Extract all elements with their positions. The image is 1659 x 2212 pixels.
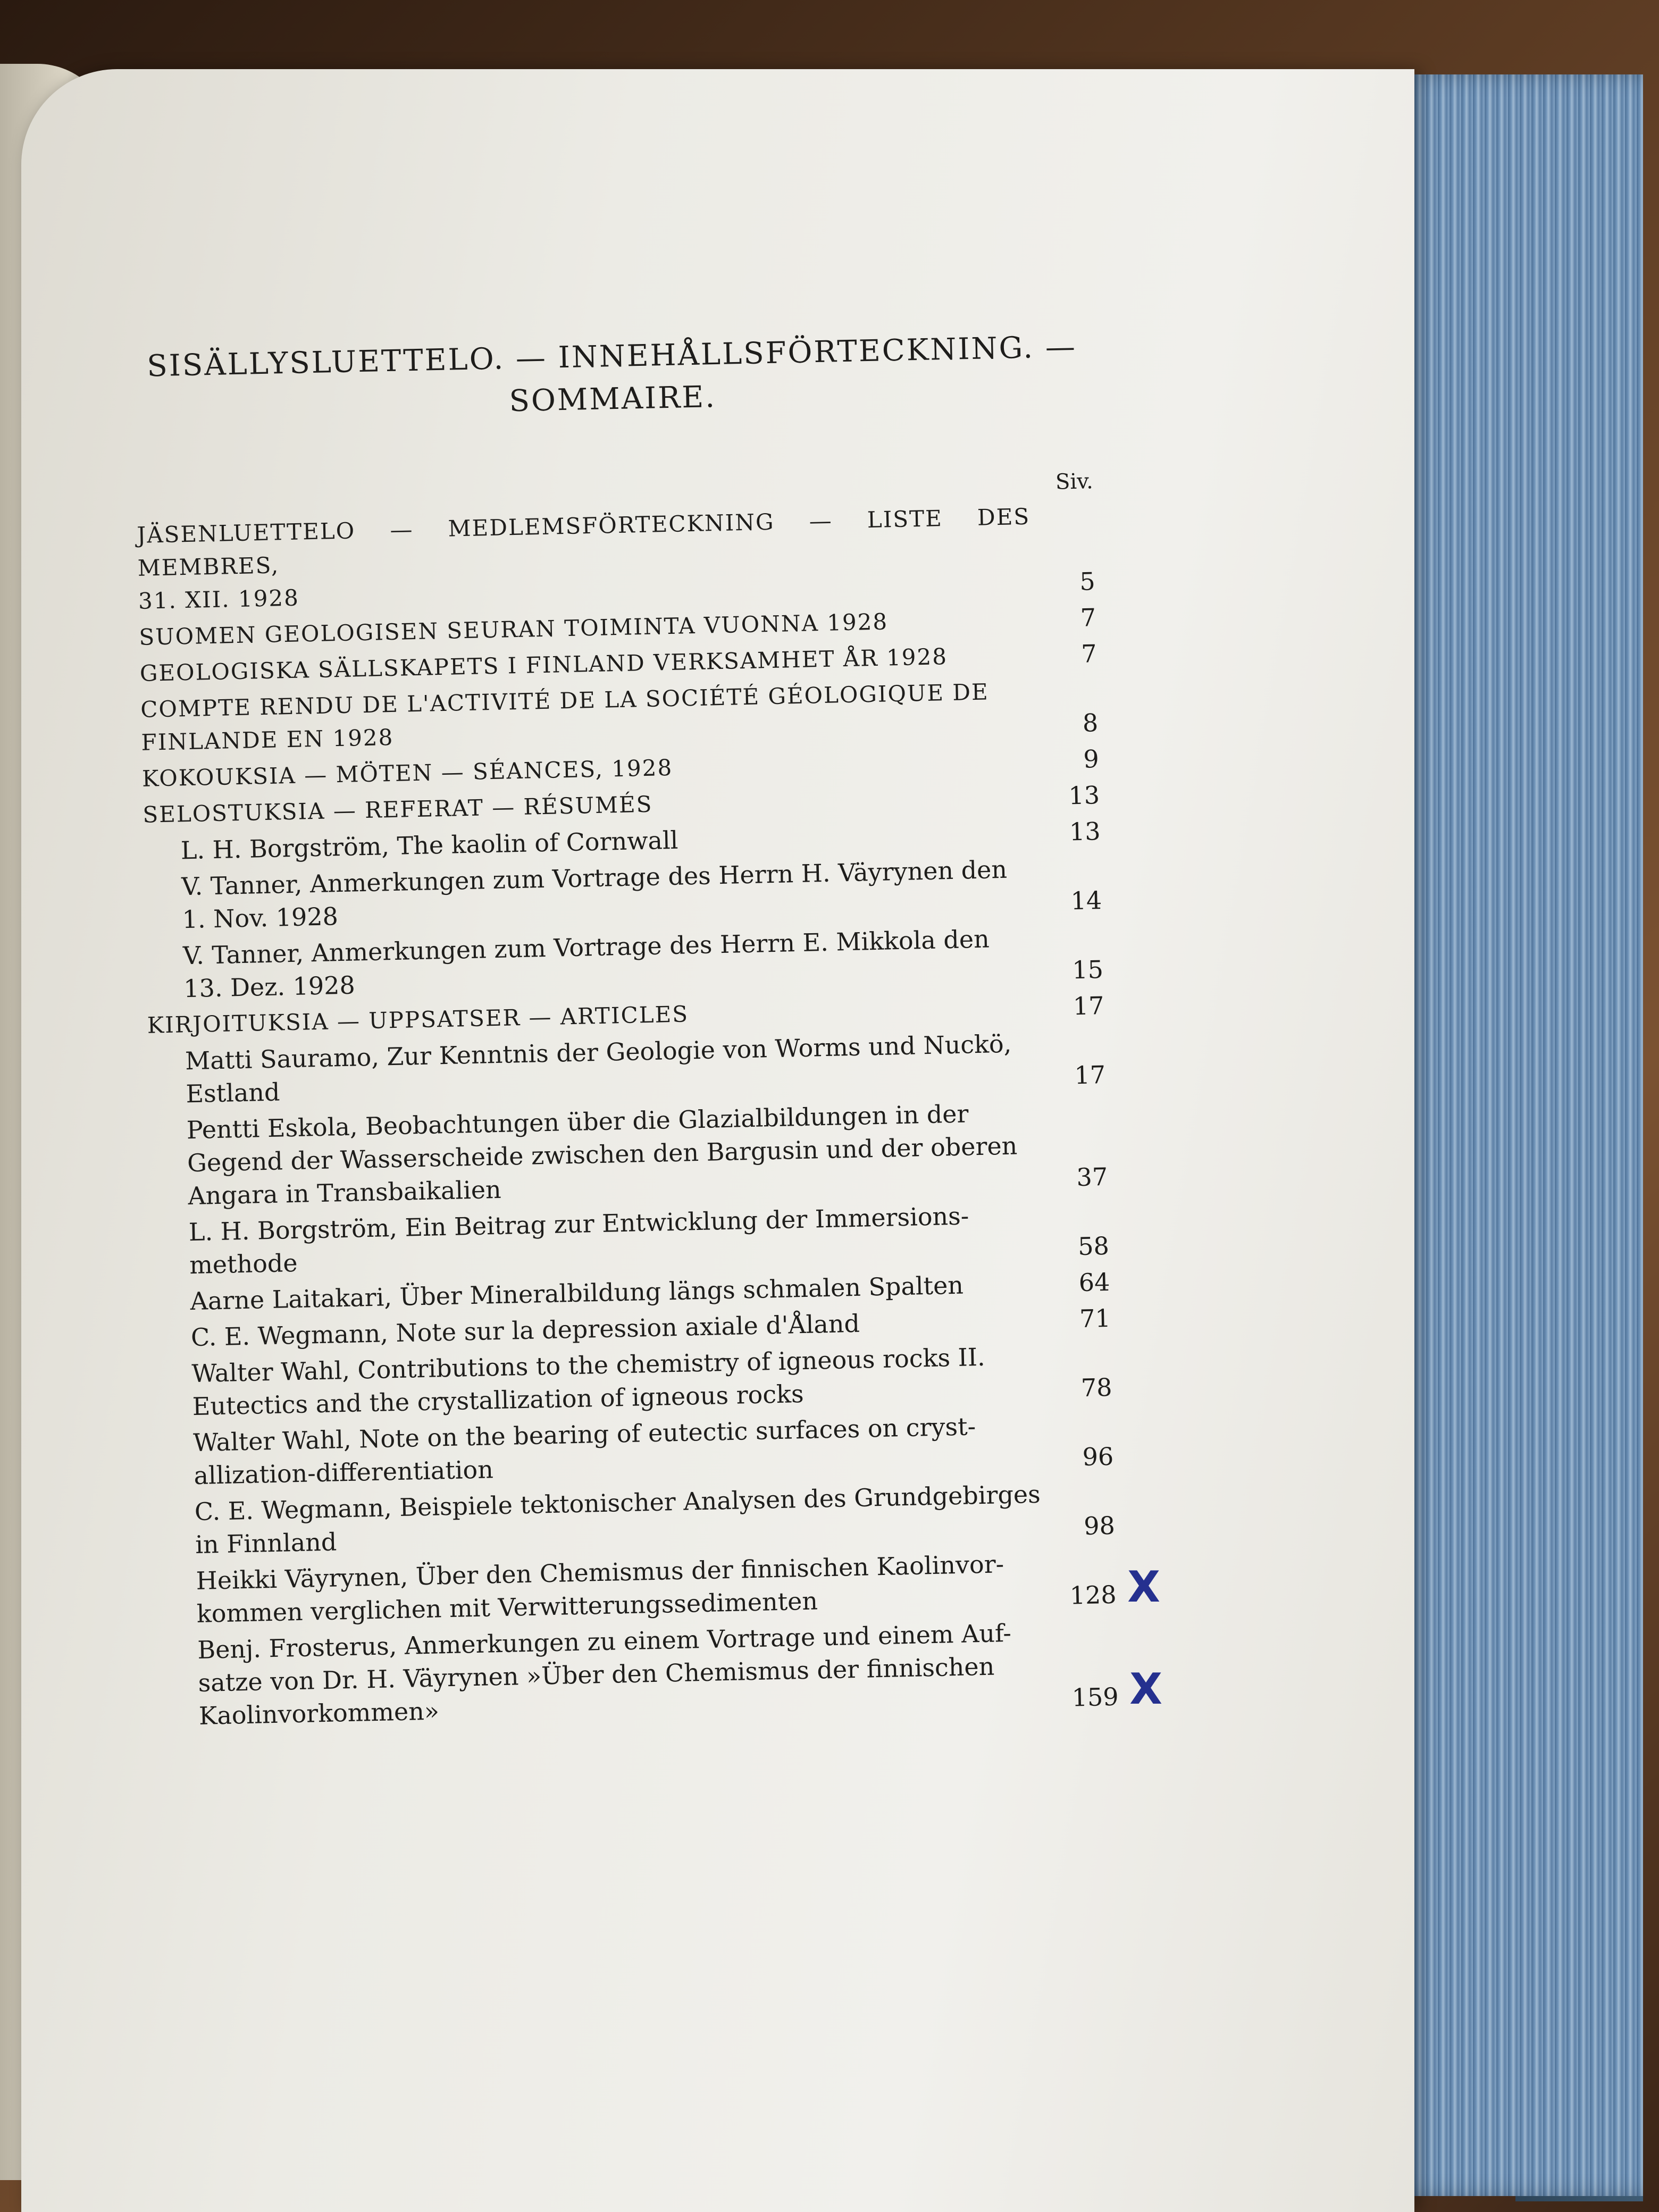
- toc-entry-title: L. H. Borgström, The kaolin of Cornwall: [180, 825, 678, 865]
- toc-entry-page-number: 96: [1082, 1442, 1114, 1472]
- toc-entry-page-number: 71: [1079, 1303, 1111, 1334]
- title-line-2: SOMMAIRE.: [508, 380, 717, 419]
- toc-entry: [149, 1094, 1108, 1213]
- toc-entry-page-number: 7: [1080, 639, 1097, 668]
- toc-entry-title: Matti Sauramo, Zur Kenntnis der Geologie von Worms und Nuckö, Estland: [185, 1029, 1012, 1109]
- toc-entry-title: V. Tanner, Anmerkungen zum Vortrage des Herrn E. Mikkola den 13. Dez. 1928: [182, 924, 990, 1003]
- toc-entry-page-number: 8: [1082, 708, 1099, 738]
- toc-entry-page-number: 159: [1071, 1682, 1119, 1712]
- handwritten-x-mark: X: [1127, 1562, 1160, 1612]
- toc-entry-page-number: 37: [1076, 1162, 1108, 1192]
- toc-entry-title: Pentti Eskola, Beobachtungen über die Glazialbildungen in der Gegend der Wasserscheide zwischen den Bargusin und der oberen Angara in Transbaikalien: [186, 1099, 1018, 1211]
- toc-entry-page-number: 17: [1074, 1060, 1106, 1090]
- toc-entry-title: Aarne Laitakari, Über Mineralbildung längs schmalen Spalten: [190, 1270, 964, 1316]
- toc-entry-title: Heikki Väyrynen, Über den Chemismus der finnischen Kaolinvor- kommen verglichen mit Verwitterungssedimenten: [196, 1549, 1004, 1629]
- entry-list: [137, 499, 1119, 1733]
- toc-entry-title: KIRJOITUKSIA — UPPSATSER — ARTICLES: [147, 1001, 689, 1038]
- toc-entry-page-number: 64: [1078, 1267, 1110, 1297]
- toc-entry-page-number: 17: [1073, 991, 1104, 1021]
- toc-entry-title: COMPTE RENDU DE L'ACTIVITÉ DE LA SOCIÉTÉ GÉOLOGIQUE DE FINLANDE EN 1928: [140, 678, 990, 756]
- toc-entry-page-number: 128: [1069, 1580, 1117, 1610]
- toc-entry-page-number: 5: [1079, 567, 1096, 596]
- toc-entry-title: Benj. Frosterus, Anmerkungen zu einem Vortrage und einem Auf- satze von Dr. H. Väyrynen »Über den Chemismus der finnischen Kaolinvorkommen»: [197, 1618, 1012, 1730]
- toc-entry-title: C. E. Wegmann, Note sur la depression axiale d'Åland: [190, 1309, 860, 1352]
- toc-entry-title: Walter Wahl, Note on the bearing of eutectic surfaces on cryst- allization-differentiation: [192, 1412, 976, 1490]
- toc-entry: [137, 499, 1096, 618]
- toc-entry-page-number: 7: [1080, 603, 1096, 632]
- toc-entry-title: KOKOUKSIA — MÖTEN — SÉANCES, 1928: [141, 754, 673, 792]
- toc-entry-title: V. Tanner, Anmerkungen zum Vortrage des Herrn H. Väyrynen den 1. Nov. 1928: [181, 854, 1008, 934]
- toc-entry-page-number: 14: [1070, 886, 1102, 916]
- toc-entry-page-number: 15: [1071, 955, 1104, 985]
- toc-entry-title: GEOLOGISKA SÄLLSKAPETS I FINLAND VERKSAMHET ÅR 1928: [139, 643, 948, 686]
- toc-entry: [160, 1614, 1119, 1733]
- title-line-1: SISÄLLYSLUETTELO. — INNEHÅLLSFÖRTECKNING. —: [146, 329, 1077, 384]
- toc-entry-page-number: 13: [1069, 817, 1101, 847]
- handwritten-x-mark: X: [1129, 1664, 1162, 1714]
- page-column-label: Siv.: [1055, 469, 1094, 495]
- toc-entry-title: JÄSENLUETTELO — MEDLEMSFÖRTECKNING — LISTE DES MEMBRES, 31. XII. 1928: [136, 503, 1030, 614]
- toc-entry-title: SUOMEN GEOLOGISEN SEURAN TOIMINTA VUONNA 1928: [138, 608, 889, 650]
- toc-entry-page-number: 78: [1080, 1372, 1112, 1403]
- toc-entry-title: C. E. Wegmann, Beispiele tektonischer Analysen des Grundgebirges in Finnland: [194, 1479, 1041, 1560]
- toc-entry-page-number: 9: [1083, 744, 1100, 774]
- toc-entry-title: Walter Wahl, Contributions to the chemistry of igneous rocks II. Eutectics and the crystallization of igneous rocks: [191, 1342, 986, 1421]
- toc-entry-title: SELOSTUKSIA — REFERAT — RÉSUMÉS: [142, 791, 653, 828]
- toc-entry-page-number: 58: [1077, 1231, 1110, 1261]
- toc-entry-page-number: 98: [1083, 1511, 1116, 1541]
- toc-entry-page-number: 13: [1068, 781, 1100, 810]
- toc-entry-title: L. H. Borgström, Ein Beitrag zur Entwicklung der Immersions- methode: [188, 1201, 969, 1280]
- table-of-contents: [133, 325, 1119, 1736]
